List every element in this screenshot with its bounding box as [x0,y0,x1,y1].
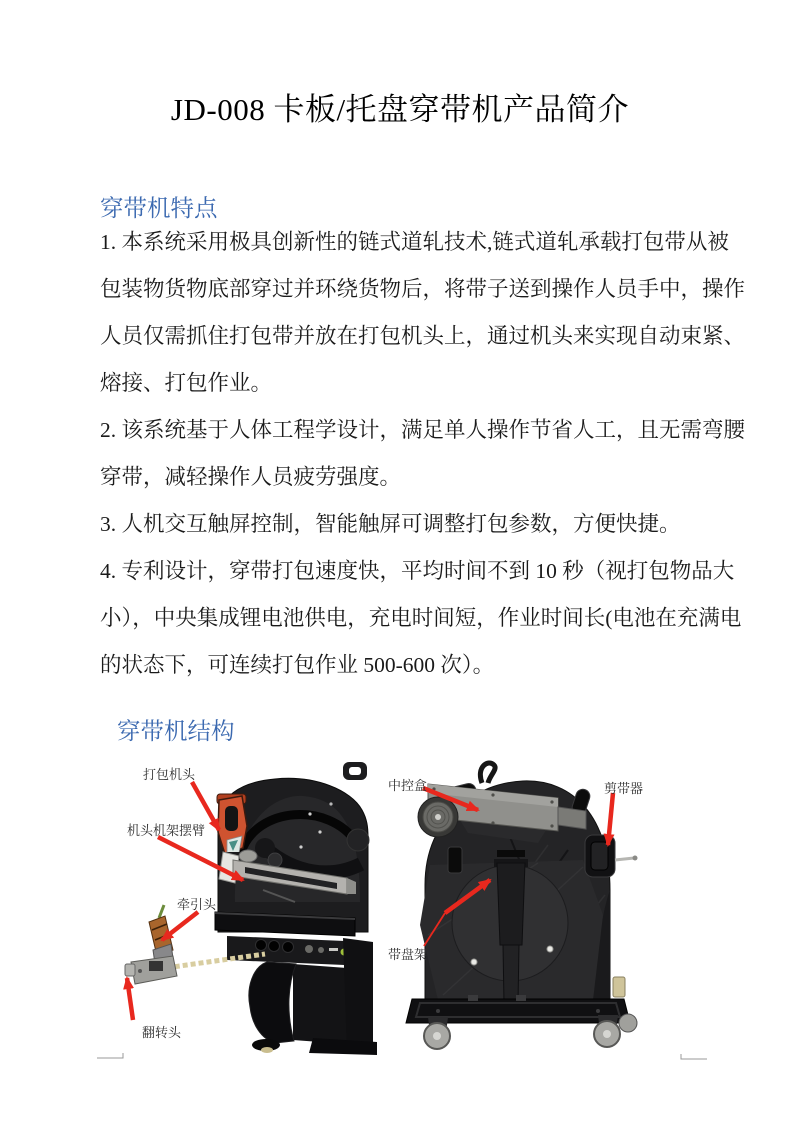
textbox-handle-left [97,1053,123,1058]
feature-1-line-1: 1. 本系统采用极具创新性的链式道轧技术,链式道轧承载打包带从被 [100,230,729,254]
callout-label-belt-cutter: 剪带器 [604,781,644,796]
arrow-belt-tray [445,880,490,913]
document-title: JD-008 卡板/托盘穿带机产品简介 [170,92,630,127]
feature-4-line-3: 的状态下，可连续打包作业 500-600 次）。 [100,653,495,677]
feature-2-line-2: 穿带，减轻操作人员疲劳强度。 [100,465,402,489]
callout-label-swing-arm: 机头机架摆臂 [127,823,206,838]
feature-4-line-2: 小），中央集成锂电池供电，充电时间短，作业时间长(电池在充满电 [100,606,742,630]
structure-figure [0,748,800,1084]
callout-arrows [90,748,710,1078]
arrow-belt-cutter [608,793,613,845]
arrow-flip-head [127,978,133,1020]
callout-label-traction-head: 牵引头 [177,897,217,912]
section-heading-features: 穿带机特点 [100,196,218,222]
feature-2-line-1: 2. 该系统基于人体工程学设计，满足单人操作节省人工，且无需弯腰 [100,418,746,442]
callout-label-belt-tray: 带盘架 [388,947,428,962]
feature-3-line-1: 3. 人机交互触屏控制，智能触屏可调整打包参数，方便快捷。 [100,512,681,536]
callout-label-packing-head: 打包机头 [143,767,196,782]
section-heading-structure: 穿带机结构 [117,719,235,745]
features-paragraphs [100,219,746,689]
arrow-belt-tray-line [424,913,445,946]
feature-4-line-1: 4. 专利设计，穿带打包速度快，平均时间不到 10 秒（视打包物品大 [100,559,735,583]
arrow-swing-arm [158,837,243,880]
callout-label-control-box: 中控盒 [388,778,428,793]
textbox-handle-right [681,1054,707,1059]
feature-1-line-3: 人员仅需抓住打包带并放在打包机头上，通过机头来实现自动束紧、 [100,324,746,348]
arrow-control-box [423,788,478,810]
feature-1-line-2: 包装物货物底部穿过并环绕货物后，将带子送到操作人员手中，操作 [100,277,746,301]
callout-label-flip-head: 翻转头 [142,1025,182,1040]
arrow-traction-head [162,912,198,940]
feature-1-line-4: 熔接、打包作业。 [100,371,273,395]
